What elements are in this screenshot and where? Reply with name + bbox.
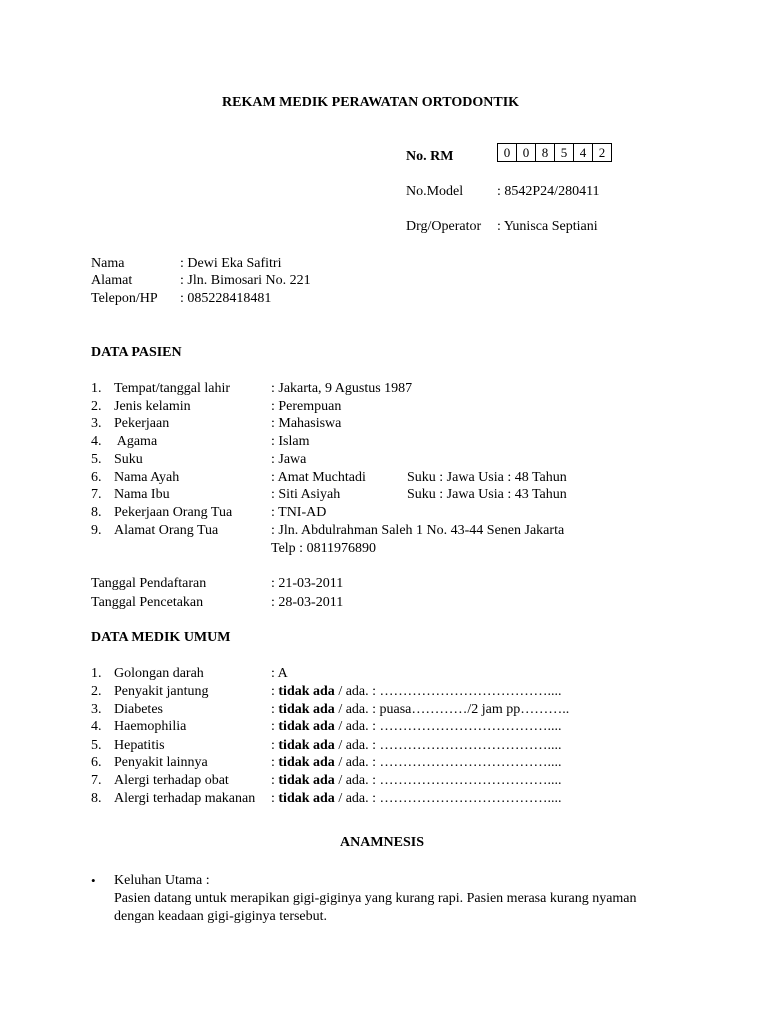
no-rm-boxes [497,143,612,162]
answer-bold: tidak ada [278,719,335,734]
item-label: Tempat/tanggal lahir [114,381,231,396]
item-number: 8. [91,791,102,806]
operator-label: Drg/Operator [406,219,482,234]
medical-answer: : tidak ada / ada. : puasa…………/2 jam pp……….. [271,702,570,717]
no-rm-digit: 5 [554,144,573,161]
item-value: : A [271,666,288,681]
identity-value: : Dewi Eka Safitri [180,256,282,271]
item-value: : Mahasiswa [271,416,342,431]
medical-answer: : tidak ada / ada. : ……………………………….... [271,719,562,734]
section-heading-data-medik: DATA MEDIK UMUM [91,630,231,645]
item-label: Nama Ayah [114,470,180,485]
parent-phone: Telp : 0811976890 [271,541,377,556]
identity-label: Telepon/HP [91,291,158,306]
item-number: 5. [91,738,102,753]
item-extra: Suku : Jawa Usia : 48 Tahun [407,470,567,485]
item-number: 2. [91,684,102,699]
item-number: 3. [91,702,102,717]
item-label: Pekerjaan Orang Tua [114,505,233,520]
date-label: Tanggal Pendaftaran [91,576,207,591]
complaint-text-line: Pasien datang untuk merapikan gigi-giginya yang kurang rapi. Pasien merasa kurang nyaman [114,891,637,906]
item-extra: Suku : Jawa Usia : 43 Tahun [407,487,567,502]
item-label: Diabetes [114,702,163,717]
identity-value: : 085228418481 [180,291,272,306]
item-number: 5. [91,452,102,467]
date-value: : 28-03-2011 [271,595,344,610]
medical-answer: : tidak ada / ada. : ……………………………….... [271,684,562,699]
no-rm-digit: 4 [573,144,592,161]
item-number: 6. [91,470,102,485]
answer-bold: tidak ada [278,791,335,806]
no-model-value: : 8542P24/280411 [497,184,600,199]
item-number: 7. [91,487,102,502]
complaint-label: Keluhan Utama : [114,873,210,888]
item-value: : Jawa [271,452,307,467]
medical-answer: : tidak ada / ada. : ……………………………….... [271,755,562,770]
item-number: 9. [91,523,102,538]
item-number: 8. [91,505,102,520]
no-rm-digit: 8 [535,144,554,161]
section-heading-data-pasien: DATA PASIEN [91,345,182,360]
item-label: Alergi terhadap makanan [114,791,256,806]
item-number: 3. [91,416,102,431]
item-value: : Amat Muchtadi [271,470,366,485]
medical-answer: : tidak ada / ada. : ……………………………….... [271,738,562,753]
date-value: : 21-03-2011 [271,576,344,591]
item-number: 4. [91,434,102,449]
item-label: Golongan darah [114,666,204,681]
item-label: Jenis kelamin [114,399,191,414]
item-number: 4. [91,719,102,734]
identity-label: Nama [91,256,125,271]
item-label: Haemophilia [114,719,187,734]
item-value: : Perempuan [271,399,342,414]
identity-label: Alamat [91,273,133,288]
item-label: Alergi terhadap obat [114,773,229,788]
item-label: Nama Ibu [114,487,170,502]
section-heading-anamnesis: ANAMNESIS [340,835,425,850]
item-label: Hepatitis [114,738,165,753]
item-label: Agama [114,434,158,449]
answer-bold: tidak ada [278,755,335,770]
operator-value: : Yunisca Septiani [497,219,598,234]
document-title: REKAM MEDIK PERAWATAN ORTODONTIK [222,95,520,110]
answer-bold: tidak ada [278,684,335,699]
item-number: 1. [91,666,102,681]
item-label: Suku [114,452,143,467]
item-value: : Islam [271,434,310,449]
no-rm-label: No. RM [406,149,454,164]
no-rm-digit: 0 [516,144,535,161]
item-value: : Siti Asiyah [271,487,341,502]
item-number: 1. [91,381,102,396]
item-label: Pekerjaan [114,416,170,431]
medical-answer: : tidak ada / ada. : ……………………………….... [271,791,562,806]
item-label: Penyakit jantung [114,684,209,699]
answer-bold: tidak ada [278,702,335,717]
no-rm-digit: 2 [592,144,611,161]
date-label: Tanggal Pencetakan [91,595,204,610]
item-label: Penyakit lainnya [114,755,208,770]
item-value: : Jakarta, 9 Agustus 1987 [271,381,413,396]
item-label: Alamat Orang Tua [114,523,219,538]
answer-bold: tidak ada [278,773,335,788]
bullet-icon: • [91,873,96,888]
item-value: : TNI-AD [271,505,327,520]
item-number: 7. [91,773,102,788]
answer-bold: tidak ada [278,738,335,753]
item-value: : Jln. Abdulrahman Saleh 1 No. 43-44 Senen Jakarta [271,523,565,538]
item-number: 2. [91,399,102,414]
complaint-text-line: dengan keadaan gigi-giginya tersebut. [114,909,328,924]
no-rm-digit: 0 [503,145,511,160]
identity-value: : Jln. Bimosari No. 221 [180,273,311,288]
item-number: 6. [91,755,102,770]
medical-answer: : tidak ada / ada. : ……………………………….... [271,773,562,788]
no-model-label: No.Model [406,184,464,199]
